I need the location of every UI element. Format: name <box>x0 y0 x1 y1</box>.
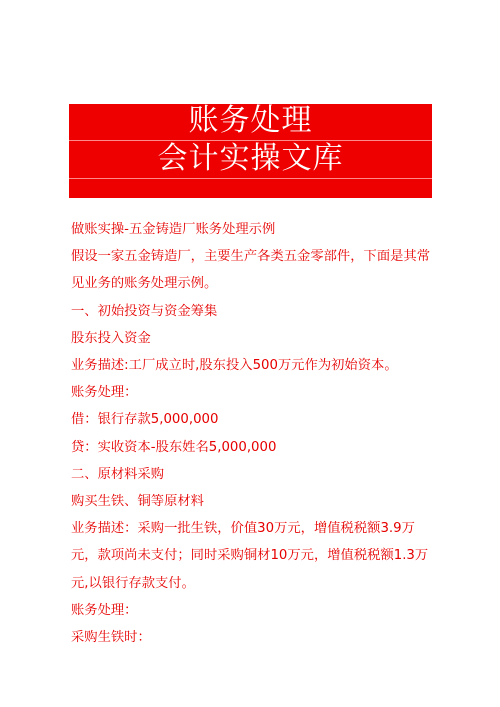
credit-entry-1: 贷：实收资本-股东姓名5,000,000 <box>71 439 277 455</box>
debit-entry-1: 借：银行存款5,000,000 <box>71 412 219 428</box>
banner-title-line2: 会计实操文库 <box>157 141 344 176</box>
title-banner <box>69 104 432 198</box>
purchase-pig-iron-label: 采购生铁时： <box>71 630 151 646</box>
banner-divider-bottom <box>69 178 432 179</box>
business-description-2: 业务描述：采购一批生铁，价值30万元，增值税税额3.9万元，款项尚未支付；同时采购铜材10万元，增值税税额1.3万元,以银行存款支付。 <box>71 521 429 591</box>
section-heading-2: 二、原材料采购 <box>71 466 165 482</box>
intro-paragraph: 假设一家五金铸造厂，主要生产各类五金零部件，下面是其常见业务的账务处理示例。 <box>71 249 431 292</box>
subheading-shareholder-investment: 股东投入资金 <box>71 330 151 346</box>
business-description-1: 业务描述:工厂成立时,股东投入500万元作为初始资本。 <box>71 358 398 374</box>
document-body <box>71 216 433 651</box>
banner-title-line1: 账务处理 <box>188 103 313 138</box>
accounting-label-2: 账务处理： <box>71 602 138 618</box>
section-heading-1: 一、初始投资与资金筹集 <box>71 303 218 319</box>
accounting-label-1: 账务处理： <box>71 385 138 401</box>
subheading-raw-materials: 购买生铁、铜等原材料 <box>71 494 204 510</box>
doc-subtitle: 做账实操-五金铸造厂账务处理示例 <box>71 222 276 237</box>
